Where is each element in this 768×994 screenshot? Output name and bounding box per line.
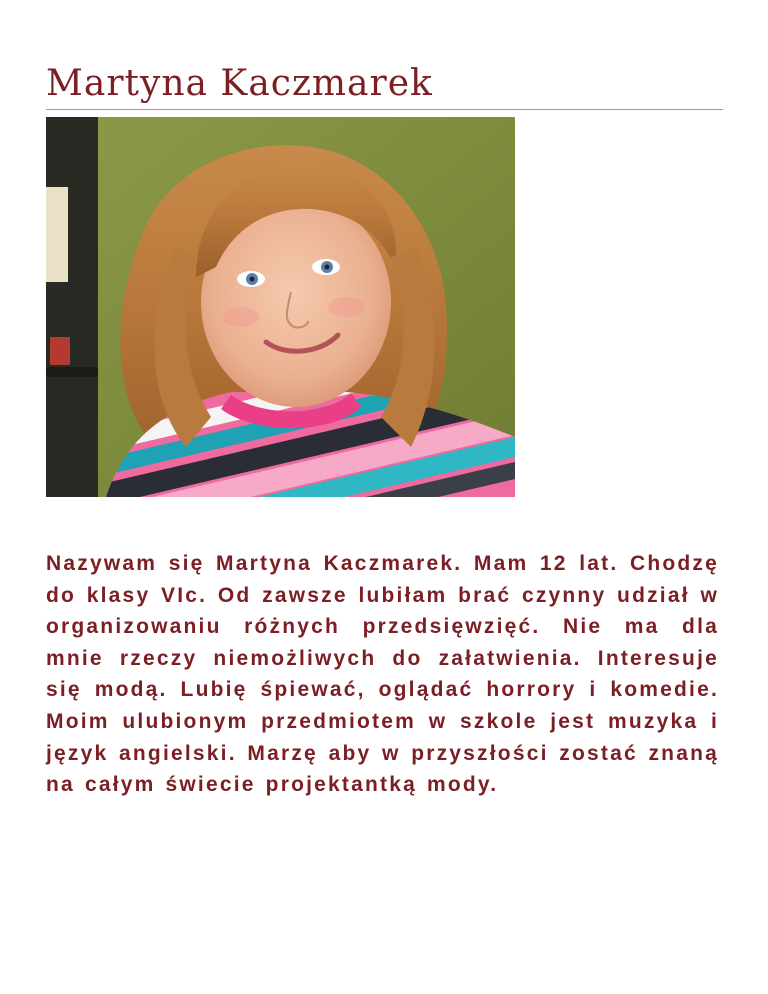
title-divider xyxy=(46,109,723,110)
bio-paragraph: Nazywam się Martyna Kaczmarek. Mam 12 lat. Chodzę do klasy VIc. Od zawsze lubiłam brać czynny udział w organizowaniu różnych przedsięwzięć. Nie ma dla mnie rzeczy niemożliwych do załatwienia. Interesuje się modą. Lubię śpiewać, oglądać horrory i komedie. Moim ulubionym przedmiotem w szkole jest muzyka i język angielski. Marzę aby w przyszłości zostać znaną na całym świecie projektantką mody. xyxy=(46,552,719,797)
portrait-photo xyxy=(46,117,515,497)
page-title: Martyna Kaczmarek xyxy=(46,63,433,104)
